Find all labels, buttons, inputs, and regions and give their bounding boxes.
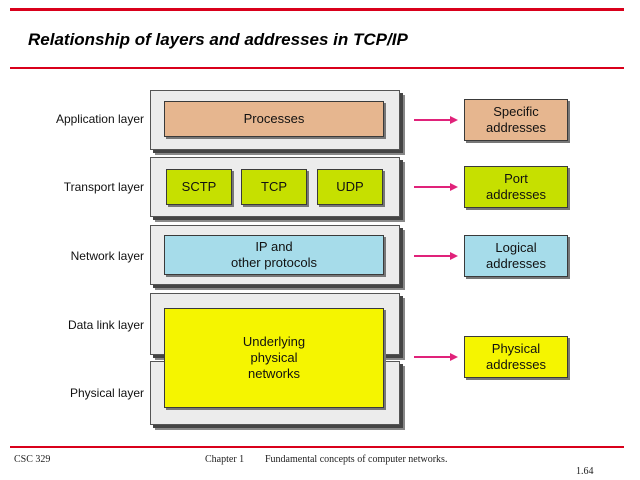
sctp-box: SCTP: [166, 169, 232, 205]
slide-number: 1.64: [576, 466, 594, 477]
arrow-icon: [414, 182, 458, 192]
label-application-layer: Application layer: [55, 112, 144, 126]
slide-title: Relationship of layers and addresses in TCP/IP: [28, 30, 408, 49]
footer-rule: [10, 446, 624, 448]
top-rule: [10, 8, 624, 11]
arrow-icon: [414, 352, 458, 362]
port-addresses-box: Port addresses: [464, 166, 568, 208]
udp-box: UDP: [317, 169, 383, 205]
logical-addresses-box: Logical addresses: [464, 235, 568, 277]
label-network-layer: Network layer: [70, 249, 144, 263]
physical-addresses-box: Physical addresses: [464, 336, 568, 378]
label-transport-layer: Transport layer: [63, 180, 144, 194]
specific-addresses-box: Specific addresses: [464, 99, 568, 141]
underlying-networks-box: Underlying physical networks: [164, 308, 384, 408]
ip-protocols-box: IP and other protocols: [164, 235, 384, 275]
title-rule: [10, 67, 624, 69]
arrow-icon: [414, 251, 458, 261]
footer-chapter: Chapter 1: [205, 454, 245, 465]
footer-course: CSC 329: [14, 454, 51, 465]
arrow-icon: [414, 115, 458, 125]
label-physical-layer: Physical layer: [69, 386, 144, 400]
tcp-box: TCP: [241, 169, 307, 205]
processes-box: Processes: [164, 101, 384, 137]
footer-subject: Fundamental concepts of computer networks.: [265, 454, 448, 465]
label-data-link-layer: Data link layer: [67, 318, 144, 332]
